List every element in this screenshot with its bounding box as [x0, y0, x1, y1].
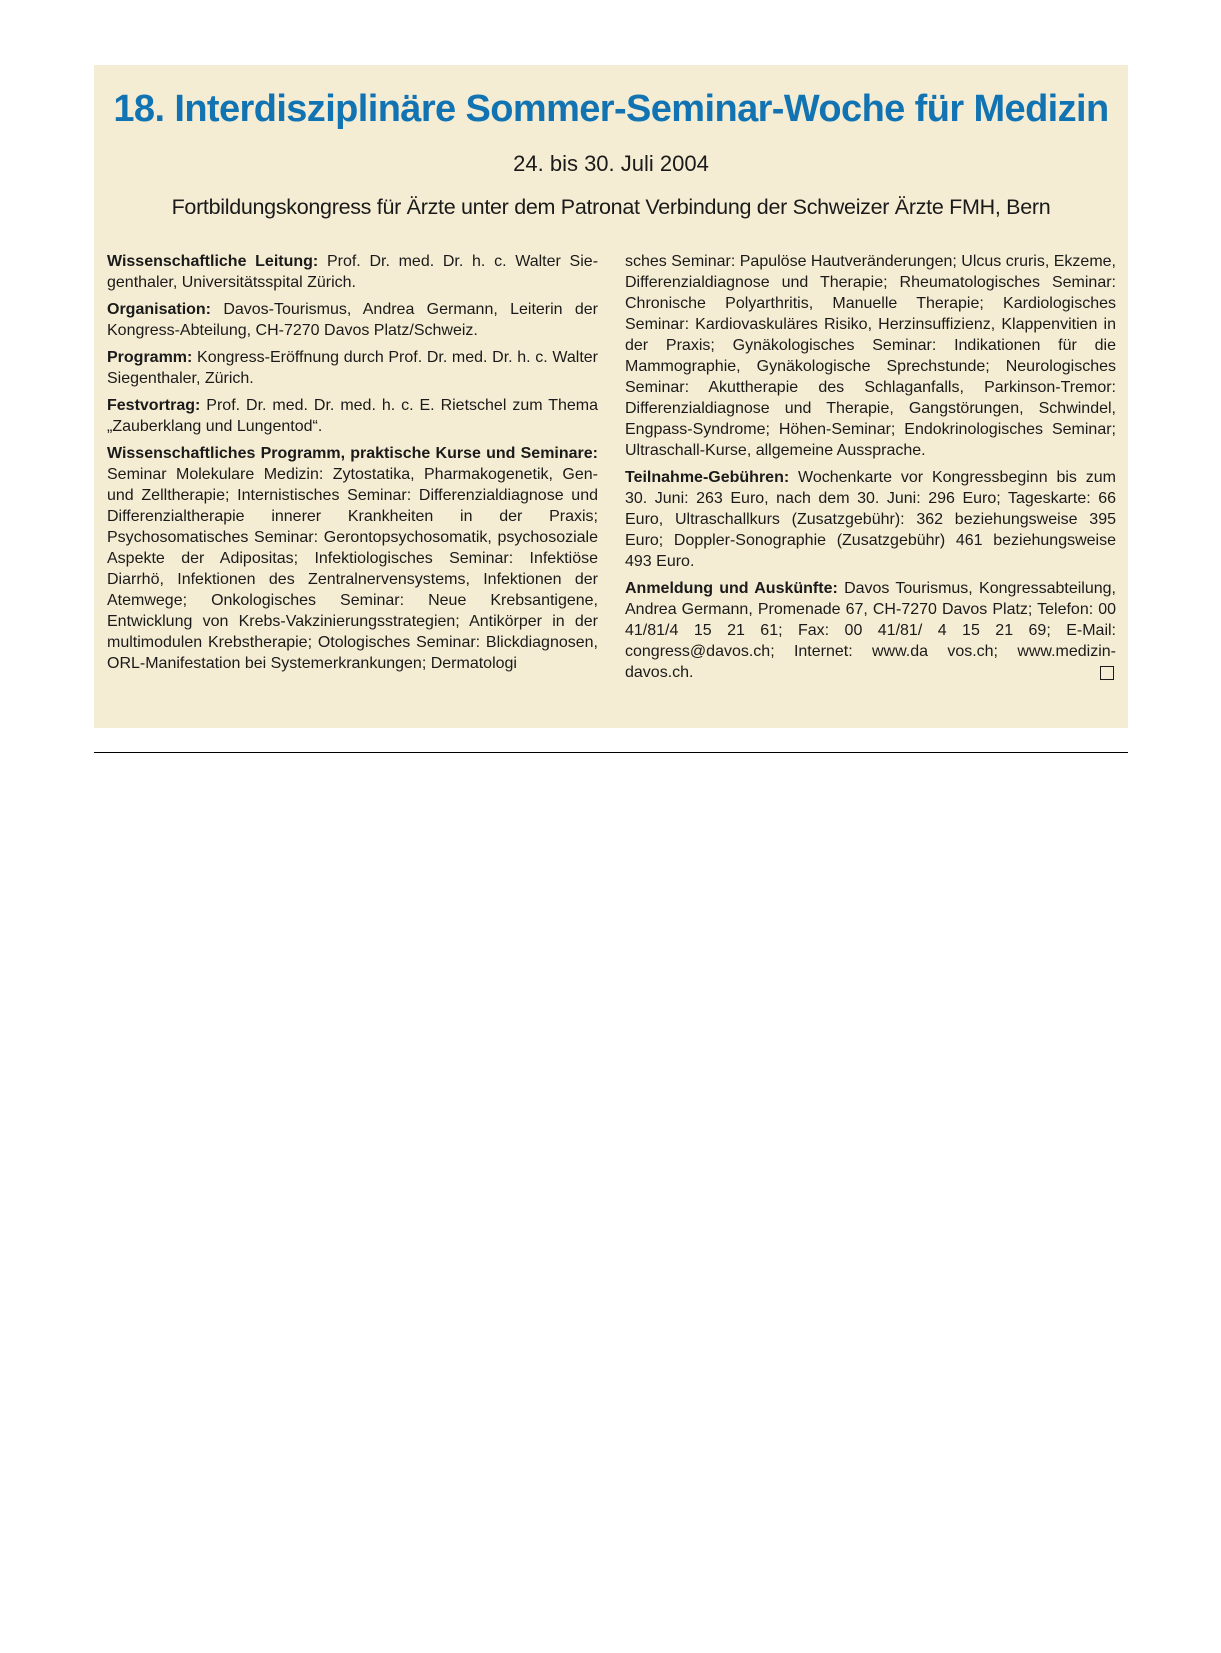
- paragraph-text: Wochenkarte vor Kongressbeginn bis zum 30. Juni: 263 Euro, nach dem 30. Juni: 296 Euro; Tageskarte: 66 Euro, Ultraschallkurs (Zusatzgebühr): 362 beziehungsweise 395 Euro; Doppler-Sonographie (Zusatzgebühr) 461 beziehungsweise 493 Euro.: [625, 469, 1116, 570]
- page-divider: [94, 752, 1128, 753]
- paragraph-text: Prof. Dr. med. Dr. h. c. Walter Siegenthaler, Universitätsspital Zürich.: [107, 253, 599, 291]
- paragraph-label: Wissenschaftliches Programm, praktische Kurse und Seminare:: [107, 445, 598, 462]
- paragraph-wissenschaftliches-programm: [107, 443, 598, 674]
- paragraph-text: Davos Tourismus, Kongressabteilung, Andrea Germann, Promenade 67, CH-7270 Davos Platz; Telefon: 00 41/81/4 15 21 61; Fax: 00 41/81/ 4 15 21 69; E-Mail: congress@davos.ch; Internet: www.da vos.ch; www.medizin-davos.ch.: [625, 580, 1117, 681]
- event-dates: 24. bis 30. Juli 2004: [513, 151, 709, 176]
- paragraph-anmeldung: [625, 578, 1116, 683]
- paragraph-label: Programm:: [107, 349, 193, 366]
- paragraph-organisation: [107, 299, 598, 341]
- paragraph-leitung: [107, 251, 598, 293]
- paragraph-programm: [107, 347, 598, 389]
- left-column: [107, 251, 598, 680]
- paragraph-text: Kongress-Eröffnung durch Prof. Dr. med. Dr. h. c. Walter Siegenthaler, Zürich.: [107, 349, 598, 387]
- paragraph-label: Festvortrag:: [107, 397, 201, 414]
- paragraph-text: sches Seminar: Papulöse Hautveränderungen; Ulcus cruris, Ekzeme, Differenzialdiagnose und Therapie; Rheumatologisches Seminar: Chronische Polyarthritis, Manuelle Therapie; Kardiologisches Seminar: Kardiovaskuläres Risiko, Herzinsuffizienz, Klappenvitien in der Praxis; Gynäkologisches Seminar: Indikationen für die Mammographie, Gynäkologische Sprechstunde; Neurologisches Seminar: Akuttherapie des Schlaganfalls, Parkinson-Tremor: Differenzialdiagnose und Therapie, Gangstörungen, Schwindel, Engpass-Syndrome; Höhen-Seminar; Endokrinologisches Seminar; Ultraschall-Kurse, allgemeine Aussprache.: [625, 253, 1116, 459]
- right-column: [625, 251, 1116, 689]
- event-subtitle: Fortbildungskongress für Ärzte unter dem Patronat Verbindung der Schweizer Ärzte FMH, Bern: [171, 195, 1051, 219]
- paragraph-text: Seminar Molekulare Medizin: Zytostatika, Pharmakogenetik, Gen- und Zelltherapie; Internistisches Seminar: Differenzialdiagnose und Differenzialtherapie innerer Krankheiten in der Praxis; Psychosomatisches Seminar: Gerontopsychosomatik, psychosoziale Aspekte der Adipositas; Infektiologisches Seminar: Infektiöse Diarrhö, Infektionen des Zentralnervensystems, Infektionen der Atemwege; Onkologisches Seminar: Neue Krebsantigene, Entwicklung von Krebs-Vakzinierungsstrategien; Antikörper in der multimodulen Krebstherapie; Otologisches Seminar: Blickdiagnosen, ORL-Manifestation bei Systemerkrankungen; Dermatologi: [107, 466, 598, 672]
- paragraph-label: Anmeldung und Auskünfte:: [625, 580, 838, 597]
- paragraph-label: Wissenschaftliche Leitung:: [107, 253, 319, 270]
- paragraph-text: Prof. Dr. med. Dr. med. h. c. E. Rietschel zum Thema „Zauberklang und Lungentod“.: [107, 397, 598, 435]
- announcement-box: [94, 65, 1128, 728]
- paragraph-teilnahme-gebuehren: [625, 467, 1116, 572]
- paragraph-text: Davos-Tourismus, Andrea Germann, Leiterin der Kongress-Abteilung, CH-7270 Davos Platz/Schweiz.: [107, 301, 598, 339]
- square-end-mark-icon: [1100, 666, 1114, 680]
- page-title: 18. Interdisziplinäre Sommer-Seminar-Woche für Medizin: [113, 88, 1109, 130]
- paragraph-label: Organisation:: [107, 301, 212, 318]
- paragraph-label: Teilnahme-Gebühren:: [625, 469, 790, 486]
- paragraph-festvortrag: [107, 395, 598, 437]
- paragraph-seminare-continued: [625, 251, 1116, 461]
